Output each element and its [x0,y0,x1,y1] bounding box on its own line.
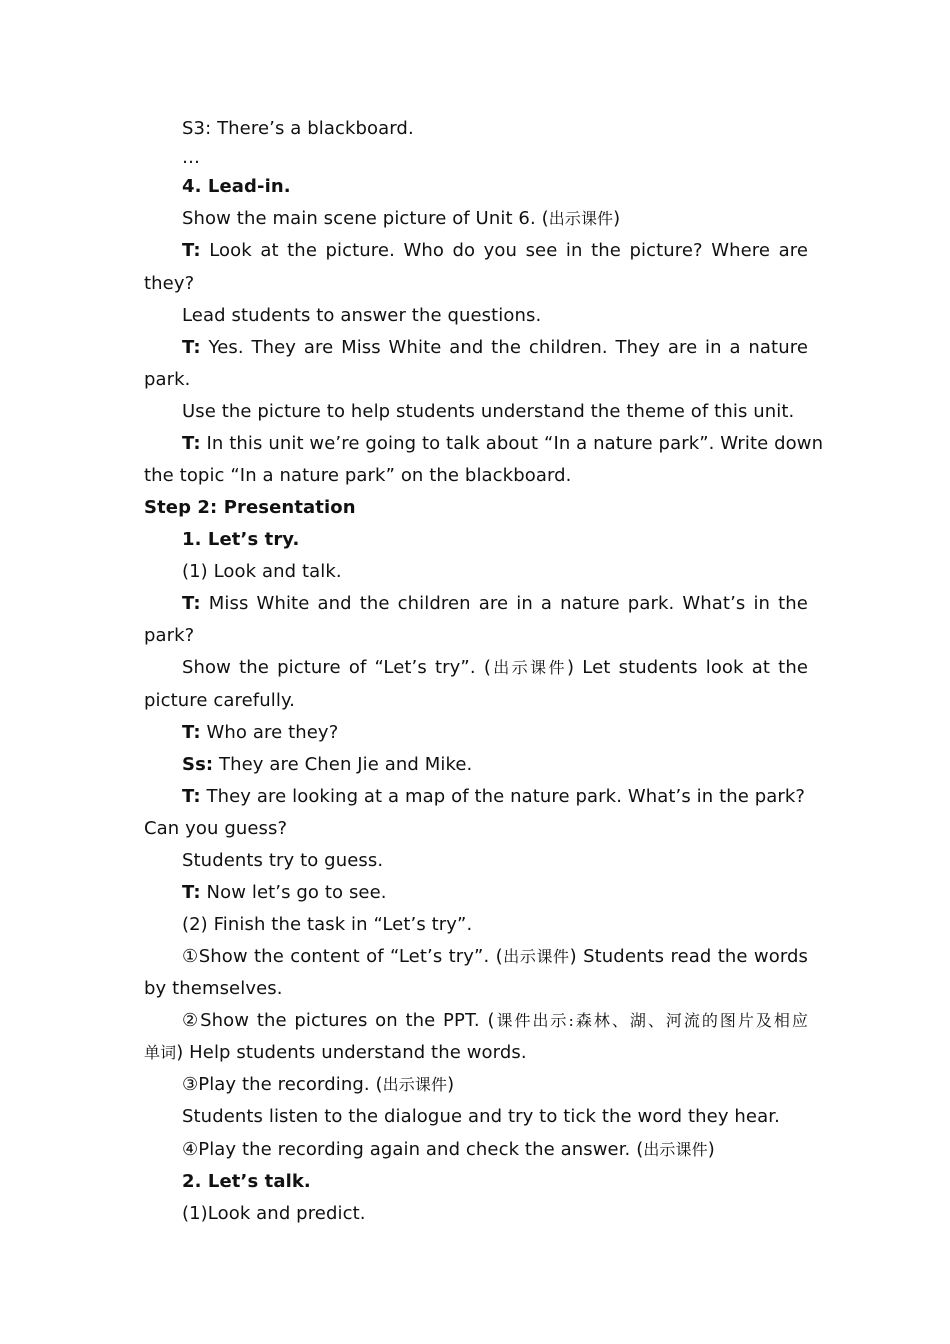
instruction-line: Use the picture to help students understand the theme of this unit. [182,401,795,422]
ellipsis: … [182,147,201,168]
numbered-step-continued: 单词) Help students understand the words. [144,1042,527,1063]
teacher-line: T: In this unit we’re going to talk about “In a nature park”. Write down [182,433,824,454]
section-heading-lead-in: 4. Lead-in. [182,176,291,197]
teacher-line-continued: Can you guess? [144,818,288,839]
instruction-line: Lead students to answer the questions. [182,305,542,326]
teacher-line: T: Miss White and the children are in a nature park. What’s in the [182,593,808,614]
sub-step-line: (1) Look and talk. [182,561,342,582]
section-heading-lets-try: 1. Let’s try. [182,529,300,550]
numbered-step: ①Show the content of “Let’s try”. (出示课件) Students read the words [182,946,809,967]
teacher-line-continued: park. [144,369,191,390]
sub-step-line: (1)Look and predict. [182,1203,366,1224]
teacher-line: T: Who are they? [182,722,339,743]
teacher-line: T: Yes. They are Miss White and the children. They are in a nature [182,337,808,358]
teacher-line: T: They are looking at a map of the nature park. What’s in the park? [182,786,806,807]
numbered-step: ③Play the recording. (出示课件) [182,1074,455,1095]
sub-step-line: (2) Finish the task in “Let’s try”. [182,914,473,935]
teacher-line-continued: they? [144,273,195,294]
instruction-line-continued: picture carefully. [144,690,295,711]
dialogue-line: S3: There’s a blackboard. [182,118,414,139]
step-heading-presentation: Step 2: Presentation [144,497,356,518]
section-heading-lets-talk: 2. Let’s talk. [182,1171,311,1192]
students-line: Ss: They are Chen Jie and Mike. [182,754,473,775]
instruction-line: Show the main scene picture of Unit 6. (出示课件) [182,208,621,229]
instruction-line: Students try to guess. [182,850,384,871]
teacher-line: T: Look at the picture. Who do you see in the picture? Where are [182,240,808,261]
teacher-line-continued: the topic “In a nature park” on the blackboard. [144,465,572,486]
numbered-step-continued: by themselves. [144,978,283,999]
instruction-line: Show the picture of “Let’s try”. (出示课件) Let students look at the [182,657,808,678]
teacher-line-continued: park? [144,625,195,646]
numbered-step: ②Show the pictures on the PPT. (课件出示:森林、湖、河流的图片及相应 [182,1010,809,1031]
instruction-line: Students listen to the dialogue and try to tick the word they hear. [182,1106,780,1127]
teacher-line: T: Now let’s go to see. [182,882,387,903]
numbered-step: ④Play the recording again and check the answer. (出示课件) [182,1139,715,1160]
